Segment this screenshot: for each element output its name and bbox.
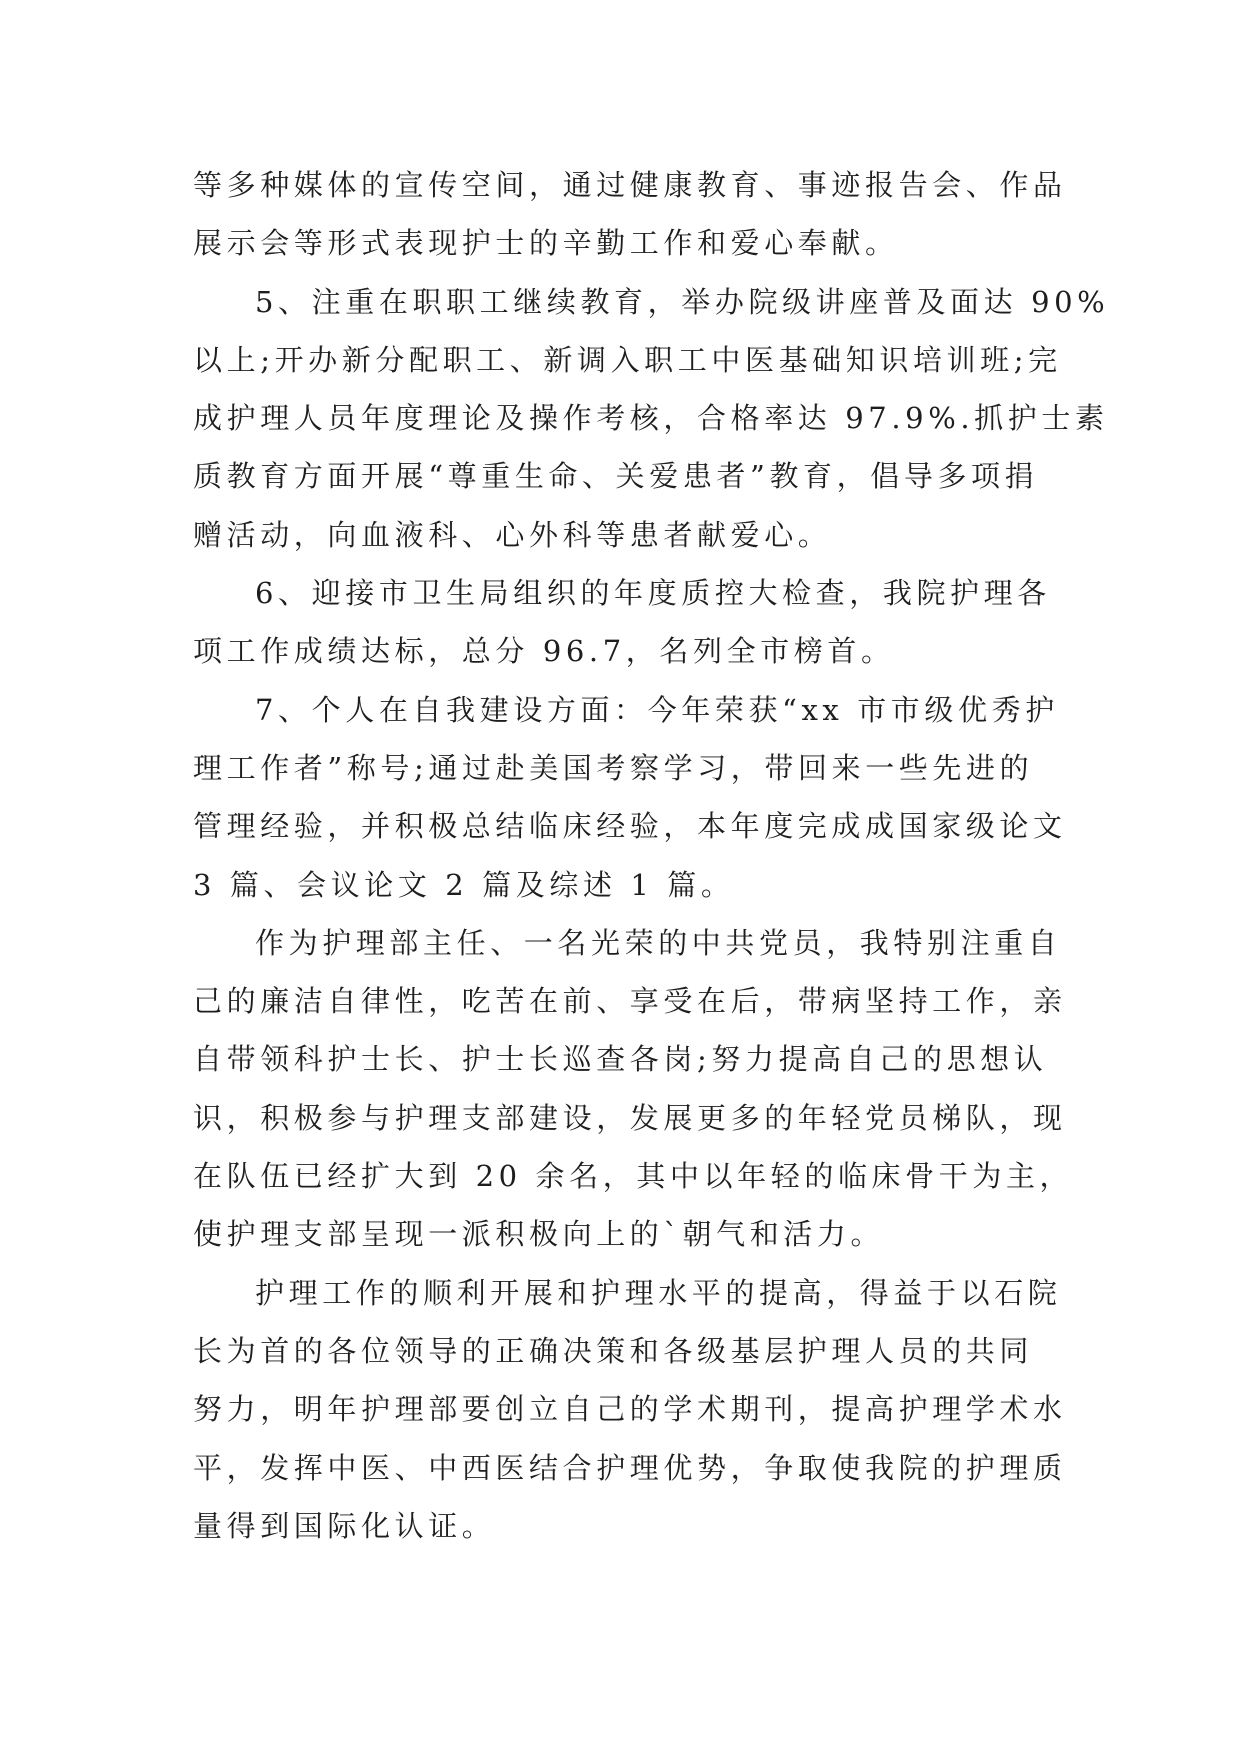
- text-line: 项工作成绩达标，总分 96.7，名列全市榜首。: [193, 634, 895, 669]
- text-line: 量得到国际化认证。: [193, 1508, 496, 1543]
- text-line: 护理工作的顺利开展和护理水平的提高，得益于以石院: [255, 1275, 1062, 1310]
- text-line: 努力，明年护理部要创立自己的学术期刊，提高护理学术水: [193, 1392, 1067, 1427]
- paragraph-party-member: [193, 914, 1074, 1264]
- text-line: 在队伍已经扩大到 20 余名，其中以年轻的临床骨干为主，: [193, 1159, 1074, 1194]
- text-line: 长为首的各位领导的正确决策和各级基层护理人员的共同: [193, 1333, 1034, 1368]
- text-line: 作为护理部主任、一名光荣的中共党员，我特别注重自: [255, 925, 1062, 960]
- paragraph-media-promotion: [193, 156, 1067, 273]
- text-line: 赠活动，向血液科、心外科等患者献爱心。: [193, 517, 832, 552]
- text-line: 展示会等形式表现护士的辛勤工作和爱心奉献。: [193, 226, 899, 261]
- text-line: 成护理人员年度理论及操作考核，合格率达 97.9%.抓护士素: [193, 401, 1109, 436]
- text-line: 5、注重在职职工继续教育，举办院级讲座普及面达 90%: [255, 284, 1110, 319]
- text-line: 6、迎接市卫生局组织的年度质控大检查，我院护理各: [255, 576, 1051, 611]
- text-line: 以上;开办新分配职工、新调入职工中医基础知识培训班;完: [193, 342, 1062, 377]
- paragraph-item-7: [193, 681, 1067, 914]
- text-line: 己的廉洁自律性，吃苦在前、享受在后，带病坚持工作，亲: [193, 984, 1067, 1019]
- text-line: 等多种媒体的宣传空间，通过健康教育、事迹报告会、作品: [193, 168, 1067, 202]
- paragraph-item-6: [193, 564, 1063, 681]
- text-line: 平，发挥中医、中西医结合护理优势，争取使我院的护理质: [193, 1450, 1067, 1485]
- text-line: 自带领科护士长、护士长巡查各岗;努力提高自己的思想认: [193, 1042, 1048, 1077]
- paragraph-conclusion: [193, 1264, 1067, 1555]
- text-line: 使护理支部呈现一派积极向上的`朝气和活力。: [193, 1217, 885, 1252]
- text-line: 质教育方面开展“尊重生命、关爱患者”教育，倡导多项捐: [193, 459, 1039, 494]
- text-line: 3 篇、会议论文 2 篇及综述 1 篇。: [193, 867, 735, 902]
- document-body: [193, 156, 1110, 1555]
- text-line: 识，积极参与护理支部建设，发展更多的年轻党员梯队，现: [193, 1100, 1067, 1135]
- paragraph-item-5: [193, 273, 1110, 564]
- text-line: 管理经验，并积极总结临床经验，本年度完成成国家级论文: [193, 809, 1067, 844]
- text-line: 理工作者”称号;通过赴美国考察学习，带回来一些先进的: [193, 750, 1034, 785]
- text-line: 7、个人在自我建设方面：今年荣获“xx 市市级优秀护: [255, 692, 1059, 727]
